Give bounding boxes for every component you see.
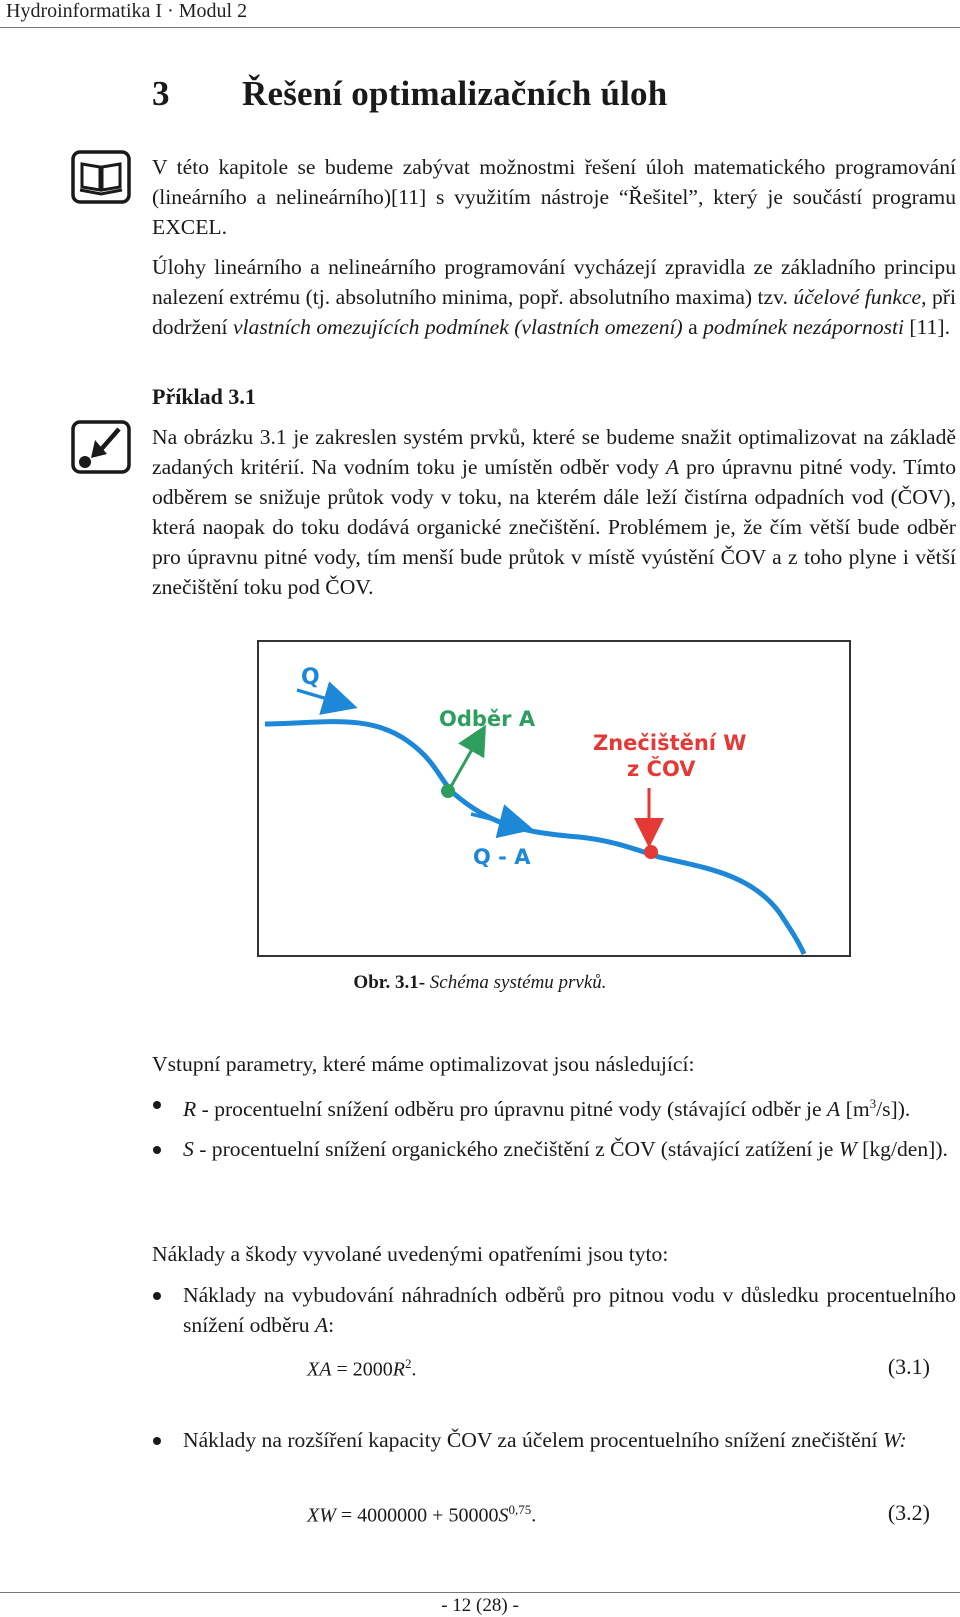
intro-text: , při dodržení [152,285,956,339]
costs-section [152,1239,956,1340]
label-qa: Q - A [473,845,531,869]
intro-text: Úlohy lineárního a nelineárního programování vycházejí zpravidla ze základního principu nalezení extrému (tj. absolutního minima, popř. absolutního maxima) tzv. [152,255,956,309]
label-q: Q [301,665,320,690]
chapter-number: 3 [152,74,170,113]
label-pollution-1: Znečištění W [593,731,747,755]
example-arrow-icon [71,420,131,479]
figure-schema [257,640,851,957]
variable-a: A [827,1097,841,1122]
list-item-text: Náklady na rozšíření kapacity ČOV za účelem procentuelního snížení znečištění [183,1428,883,1452]
eq-lhs: XA [307,1358,332,1381]
list-item-text: Náklady na vybudování náhradních odběrů pro pitnou vodu v důsledku procentuelního snížení odběru [183,1283,956,1337]
figure-caption [0,972,960,994]
intro-text: [11]. [904,315,951,339]
intro-text: a [682,315,704,339]
variable-s: S [183,1137,194,1162]
withdrawal-point [441,784,455,798]
eq-end: . [531,1504,537,1527]
list-item-text: : [328,1313,335,1337]
params-list [152,1089,956,1164]
caption-label: Obr. 3.1- [353,972,426,993]
params-section [152,1049,956,1164]
footer-divider [0,1592,960,1593]
example-text-part: Na obrázku 3.1 je zakreslen systém prvků, které se budeme snažit optimalizovat na základě zadaných kritérií. Na vodním toku je umístěn odběr vody [152,425,956,479]
unit-text: [kg/den]). [856,1137,948,1162]
intro-term-objective: účelové funkce [793,285,922,309]
unit-text: /s]). [876,1097,911,1122]
unit-text: [m [840,1097,870,1122]
variable-w: W [838,1137,857,1162]
flow-arrow-q [297,690,351,706]
chapter-title-text: Řešení optimalizačních úloh [242,74,668,113]
river-line [265,722,804,954]
equation-3-2 [307,1502,536,1528]
list-item [152,1280,956,1340]
eq-lhs: XW [307,1504,336,1527]
intro-paragraph-2 [152,252,956,342]
list-item-text: - procentuelní snížení odběru pro úpravnu pitné vody (stávající odběr je [196,1097,828,1122]
eq-exponent: 2 [404,1356,412,1371]
label-pollution-2: z ČOV [627,757,696,781]
params-intro: Vstupní parametry, které máme optimalizovat jsou následující: [152,1052,695,1076]
example-text-part: pro úpravnu pitné vody. Tímto odběrem se snižuje průtok vody v toku, na kterém dále leží čistírna odpadních vod (ČOV), která naopak do toku dodává organické znečištění. Problémem je, že čím větší bude odběr pro úpravnu pitné vody, tím menší bude průtok v místě vyústění ČOV a z toho plyne i větší znečištění toku pod ČOV. [152,455,956,599]
example-heading: Příklad 3.1 [152,384,256,409]
eq-variable: R [392,1358,405,1381]
book-icon [71,150,131,209]
chapter-title [152,74,667,114]
list-item-text: - procentuelní snížení organického znečištění z ČOV (stávající zatížení je [193,1137,839,1162]
eq-body: = 4000000 + 50000 [335,1504,499,1527]
list-item [152,1425,956,1455]
intro-section [152,152,956,342]
eq-end: . [411,1358,417,1381]
flow-arrow-qa [471,814,527,828]
label-odber: Odběr A [439,707,536,731]
equation-3-1 [307,1356,416,1382]
header-divider [0,27,960,28]
variable-a: A [314,1313,329,1337]
costs-intro: Náklady a škody vyvolané uvedenými opatřeními jsou tyto: [152,1242,669,1266]
eq-variable: S [498,1504,509,1527]
variable-a: A [665,455,680,479]
caption-text: Schéma systému prvků. [425,972,607,993]
variable-r: R [183,1097,197,1122]
intro-term-nonnegativity: podmínek nezápornosti [703,315,905,339]
eq-body: = 2000 [331,1358,393,1381]
running-header: Hydroinformatika I · Modul 2 [6,0,248,22]
list-item [152,1134,956,1164]
example-text [152,422,956,602]
eq-exponent: 0,75 [508,1502,532,1517]
page-number: - 12 (28) - [441,1595,519,1616]
unit-exponent: 3 [869,1096,877,1111]
intro-term-constraints: vlastních omezujících podmínek (vlastních omezení) [232,315,683,339]
costs-list-2 [152,1425,956,1455]
list-item [152,1089,956,1124]
equation-number-3-2: (3.2) [887,1500,930,1525]
intro-paragraph-1: V této kapitole se budeme zabývat možnostmi řešení úloh matematického programování (lineárního a nelineárního)[11] s využitím nástroje “Řešitel”, který je součástí programu EXCEL. [152,155,956,239]
withdrawal-arrow [449,730,483,790]
costs-section-2 [152,1425,956,1455]
equation-number-3-1: (3.1) [887,1354,930,1379]
variable-w: W: [882,1428,907,1452]
pollution-point [644,845,658,859]
costs-list [152,1280,956,1340]
